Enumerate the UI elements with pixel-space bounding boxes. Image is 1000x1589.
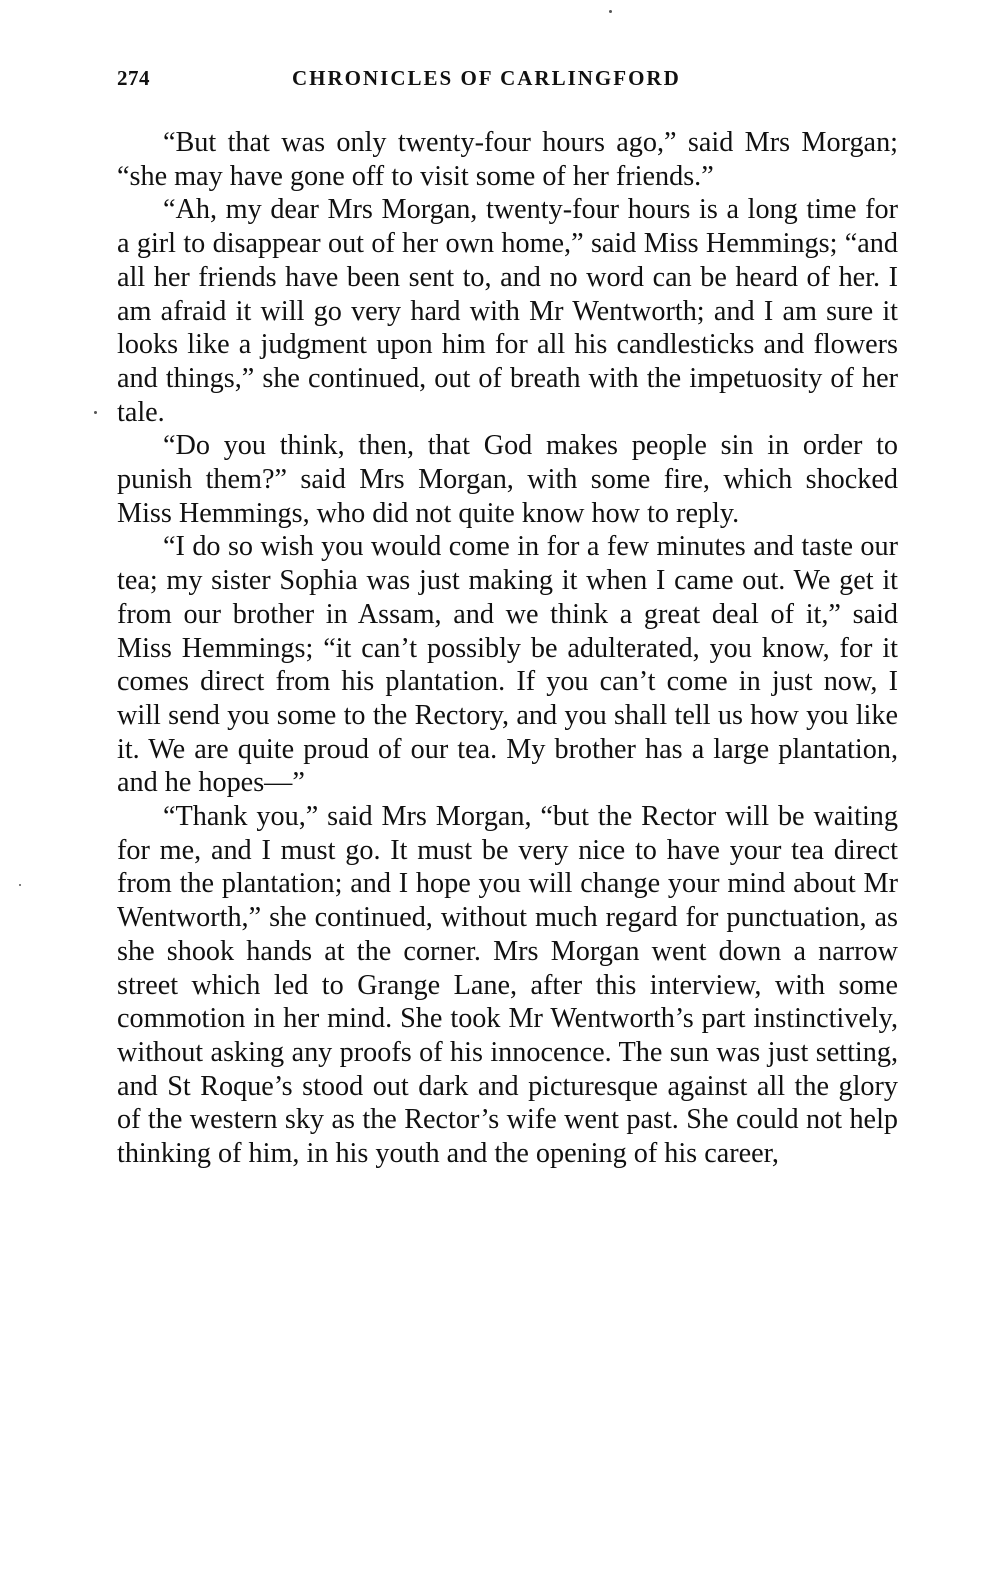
scan-speck — [94, 411, 97, 414]
book-page — [117, 66, 898, 1171]
paragraph: “Thank you,” said Mrs Morgan, “but the Rector will be waiting for me, and I must go. It must be very nice to have your tea direct from the plantation; and I hope you will change your mind about Mr Wentworth,” she continued, without much regard for punctuation, as she shook hands at the corner. Mrs Morgan went down a narrow street which led to Grange Lane, after this interview, with some commotion in her mind. She took Mr Wentworth’s part instinctively, without asking any proofs of his innocence. The sun was just setting, and St Roque’s stood out dark and picturesque against all the glory of the western sky as the Rector’s wife went past. She could not help thinking of him, in his youth and the opening of his career, — [117, 801, 898, 1170]
page-number: 274 — [117, 66, 150, 90]
paragraph: “Ah, my dear Mrs Morgan, twenty-four hours is a long time for a girl to disappear out of her own home,” said Miss Hemmings; “and all her friends have been sent to, and no word can be heard of her. I am afraid it will go very hard with Mr Wentworth; and I am sure it looks like a judgment upon him for all his candlesticks and flowers and things,” she continued, out of breath with the impetuosity of her tale. — [117, 194, 898, 428]
running-title: CHRONICLES OF CARLINGFORD — [292, 66, 681, 90]
scan-speck — [609, 10, 612, 13]
paragraph: “I do so wish you would come in for a few minutes and taste our tea; my sister Sophia was just making it when I came out. We get it from our brother in Assam, and we think a great deal of it,” said Miss Hemmings; “it can’t possibly be adulterated, you know, for it comes direct from his plantation. If you can’t come in just now, I will send you some to the Rectory, and you shall tell us how you like it. We are quite proud of our tea. My brother has a large plantation, and he hopes—” — [117, 531, 898, 799]
paragraph: “But that was only twenty-four hours ago,” said Mrs Morgan; “she may have gone off to visit some of her friends.” — [117, 127, 898, 192]
running-head — [117, 66, 898, 100]
body-text — [117, 126, 898, 1171]
paragraph: “Do you think, then, that God makes people sin in order to punish them?” said Mrs Morgan, with some fire, which shocked Miss Hemmings, who did not quite know how to reply. — [117, 430, 898, 529]
scan-speck — [19, 884, 21, 886]
